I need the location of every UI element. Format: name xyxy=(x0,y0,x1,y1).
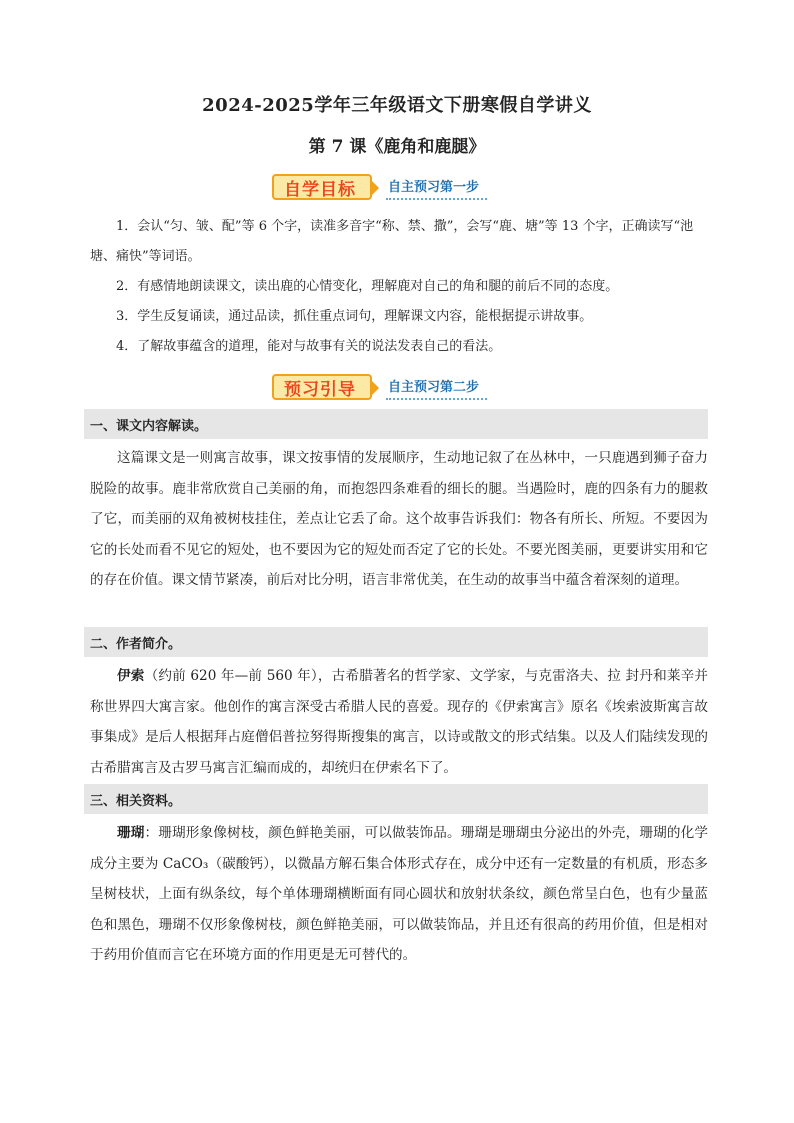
section-body xyxy=(90,443,708,596)
section-text: ：珊瑚形象像树枝，颜色鲜艳美丽，可以做装饰品。珊瑚是珊瑚虫分泌出的外壳，珊瑚的化学成分主要为 CaCO₃（碳酸钙），以微晶方解石集合体形式存在，成分中还有一定数量的有机质，形态多呈树枝状，上面有纵条纹，每个单体珊瑚横断面有同心圆状和放射状条纹，颜色常呈白色，也有少量蓝色和黑色，珊瑚不仅形象像树枝，颜色鲜艳美丽，可以做装饰品，并且还有很高的药用价值，但是相对于药用价值而言它在环境方面的作用更是无可替代的。 xyxy=(90,825,709,963)
banner-step: 自主预习第二步 xyxy=(388,376,479,398)
goal-item: 3．学生反复诵读，通过品读，抓住重点词句，理解课文内容，能根据提示讲故事。 xyxy=(116,309,593,324)
section-text: （约前 620 年—前 560 年），古希腊著名的哲学家、文学家，与克雷洛夫、拉 封丹和莱辛并称世界四大寓言家。他创作的寓言深受古希腊人民的喜爱。现存的《伊索寓言》原名《埃索波斯寓言故事集成》是后人根据拜占庭僧侣普拉努得斯搜集的寓言，以诗或散文的形式结集。以及人们陆续发现的古希腊寓言及古罗马寓言汇编而成的，却统归在伊索名下了。 xyxy=(90,668,708,776)
section-lead: 伊索 xyxy=(117,668,145,684)
section-heading: 三、相关资料。 xyxy=(84,784,708,814)
banner-tag: 自学目标 xyxy=(272,174,372,200)
lesson-title: 第 7 课《鹿角和鹿腿》 xyxy=(308,137,486,157)
preview-guide-banner xyxy=(272,372,479,402)
section-heading: 二、作者简介。 xyxy=(84,627,708,657)
goals-list xyxy=(90,212,708,362)
goal-item: 1．会认“匀、皱、配”等 6 个字，读准多音字“称、禁、撒”，会写“鹿、塘”等 13 个字，正确读写“池塘、痛快”等词语。 xyxy=(90,219,694,264)
document-title: 2024-2025学年三年级语文下册寒假自学讲义 xyxy=(202,95,592,116)
banner-tag: 预习引导 xyxy=(272,374,372,400)
section-heading: 一、课文内容解读。 xyxy=(84,409,708,439)
section-lead: 珊瑚 xyxy=(117,825,145,841)
goal-item: 2．有感情地朗读课文，读出鹿的心情变化，理解鹿对自己的角和腿的前后不同的态度。 xyxy=(116,279,619,294)
section-body xyxy=(90,661,708,783)
goal-item: 4．了解故事蕴含的道理，能对与故事有关的说法发表自己的看法。 xyxy=(116,339,502,354)
self-study-goals-banner xyxy=(272,172,479,202)
section-body xyxy=(90,818,708,971)
section-text: 这篇课文是一则寓言故事，课文按事情的发展顺序，生动地记叙了在丛林中，一只鹿遇到狮子奋力脱险的故事。鹿非常欣赏自己美丽的角，而抱怨四条难看的细长的腿。当遇险时，鹿的四条有力的腿救了它，而美丽的双角被树枝挂住，差点让它丢了命。这个故事告诉我们：物各有所长、所短。不要因为它的长处而看不见它的短处，也不要因为它的短处而否定了它的长处。不要光图美丽，更要讲实用和它的存在价值。课文情节紧凑，前后对比分明，语言非常优美，在生动的故事当中蕴含着深刻的道理。 xyxy=(90,450,708,588)
banner-step: 自主预习第一步 xyxy=(388,176,479,198)
